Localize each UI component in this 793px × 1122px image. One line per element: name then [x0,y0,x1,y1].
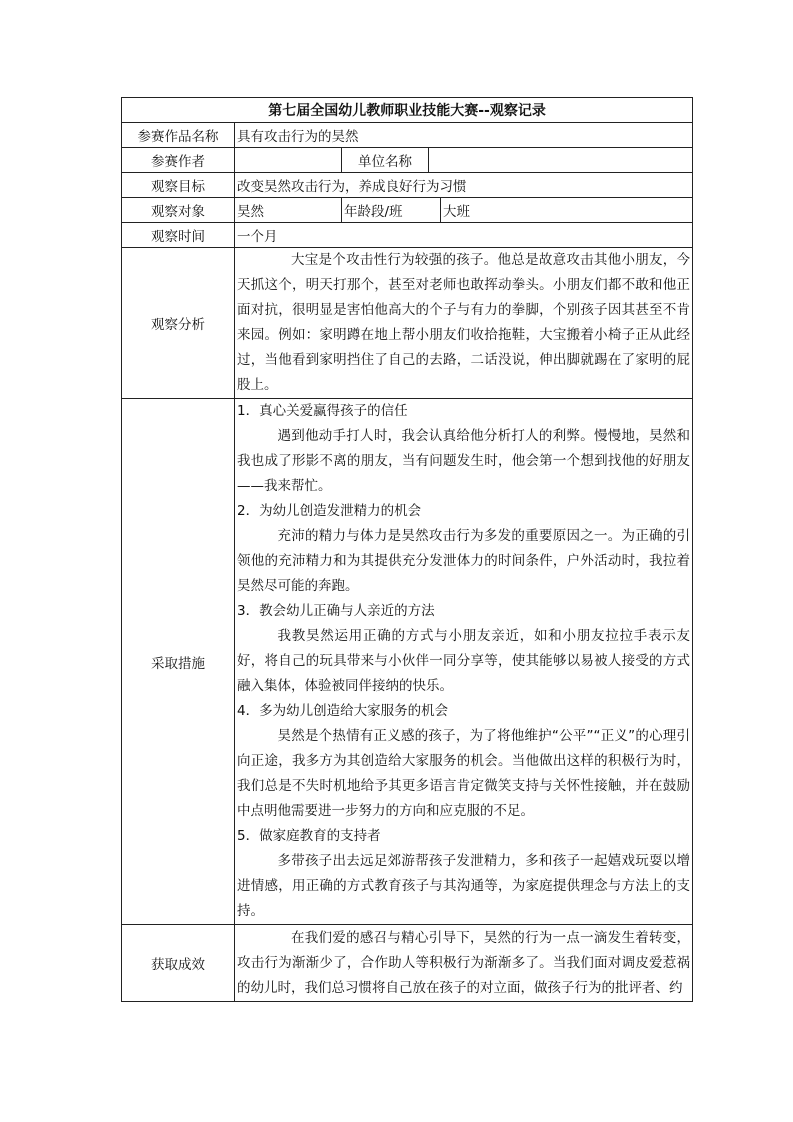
work-name-value: 具有攻击行为的昊然 [235,123,693,148]
measure-heading: 4．多为幼儿创造给大家服务的机会 [237,703,449,719]
results-cell [235,925,693,1002]
measure-text: 我教昊然运用正确的方式与小朋友亲近，如和小朋友拉拉手表示友好，将自己的玩具带来与小伙伴一同分享等，使其能够以易被人接受的方式融入集体，体验被同伴接纳的快乐。 [237,628,691,694]
time-label: 观察时间 [122,223,235,248]
measure-heading: 2．为幼儿创造发泄精力的机会 [237,503,422,519]
goal-label: 观察目标 [122,173,235,198]
measure-heading: 1．真心关爱赢得孩子的信任 [237,403,408,419]
unit-value [429,148,693,173]
work-name-label: 参赛作品名称 [122,123,235,148]
measure-text: 充沛的精力与体力是昊然攻击行为多发的重要原因之一。为正确的引领他的充沛精力和为其提供充分发泄体力的时间条件，户外活动时，我拉着昊然尽可能的奔跑。 [237,528,691,594]
age-label: 年龄段/班 [342,198,441,223]
results-label: 获取成效 [122,925,235,1002]
subject-value: 昊然 [235,198,342,223]
measure-text: 多带孩子出去远足郊游帮孩子发泄精力，多和孩子一起嬉戏玩耍以增进情感，用正确的方式教育孩子与其沟通等，为家庭提供理念与方法上的支持。 [237,853,691,919]
measure-heading: 5．做家庭教育的支持者 [237,828,381,844]
measures-cell [235,399,693,925]
results-text: 在我们爱的感召与精心引导下，昊然的行为一点一滴发生着转变，攻击行为渐渐少了，合作助人等积极行为渐渐多了。当我们面对调皮爱惹祸的幼儿时，我们总习惯将自己放在孩子的对立面，做孩子行为的批评者、约 [237,930,691,996]
author-label: 参赛作者 [122,148,235,173]
author-value [235,148,342,173]
time-value: 一个月 [235,223,693,248]
observation-record-table [121,97,693,1002]
analysis-cell [235,248,693,399]
subject-label: 观察对象 [122,198,235,223]
measure-text: 昊然是个热情有正义感的孩子，为了将他维护“公平”“正义”的心理引向正途，我多方为其创造给大家服务的机会。当他做出这样的积极行为时，我们总是不失时机地给予其更多语言肯定微笑支持与关怀性接触，并在鼓励中点明他需要进一步努力的方向和应克服的不足。 [237,728,691,819]
measure-heading: 3．教会幼儿正确与人亲近的方法 [237,603,435,619]
age-value: 大班 [441,198,693,223]
unit-label: 单位名称 [342,148,429,173]
measures-label: 采取措施 [122,399,235,925]
analysis-label: 观察分析 [122,248,235,399]
goal-value: 改变昊然攻击行为，养成良好行为习惯 [235,173,693,198]
measure-text: 遇到他动手打人时，我会认真给他分析打人的利弊。慢慢地，昊然和我也成了形影不离的朋友，当有问题发生时，他会第一个想到找他的好朋友——我来帮忙。 [237,428,691,494]
analysis-text: 大宝是个攻击性行为较强的孩子。他总是故意攻击其他小朋友，今天抓这个，明天打那个，甚至对老师也敢挥动拳头。小朋友们都不敢和他正面对抗，很明显是害怕他高大的个子与有力的拳脚，个别孩子因其甚至不肯来园。例如：家明蹲在地上帮小朋友们收拾拖鞋，大宝搬着小椅子正从此经过，当他看到家明挡住了自己的去路，二话没说，伸出脚就踢在了家明的屁股上。 [237,252,691,393]
document-title: 第七届全国幼儿教师职业技能大赛--观察记录 [122,98,693,123]
